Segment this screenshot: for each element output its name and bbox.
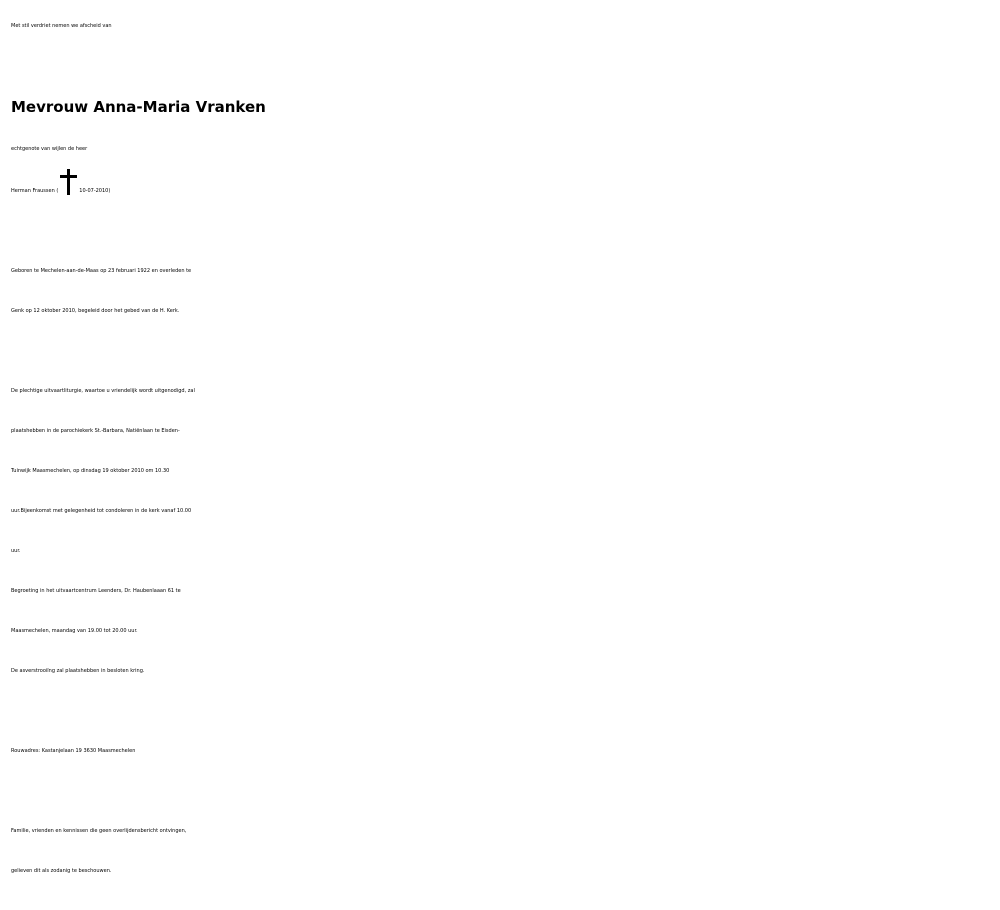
obituary-notice: [11, 6, 993, 891]
intro-text: Met stil verdriet nemen we afscheid van: [11, 23, 112, 29]
spouse-section: [11, 129, 993, 211]
closing-line: gelieven dit als zodanig te beschouwen.: [11, 868, 112, 874]
address-section: [11, 731, 993, 771]
closing-line: Familie, vrienden en kennissen die geen overlijdensbericht ontvingen,: [11, 828, 187, 834]
birth-death-line: Geboren te Mechelen-aan-de-Maas op 23 februari 1922 en overleden te: [11, 268, 192, 274]
ash-scattering-line: De asverstrooiïng zal plaatshebben in besloten kring.: [11, 668, 145, 674]
visitation-line: Begroeting in het uitvaartcentrum Leenders, Dr. Haubenlaaan 61 te: [11, 588, 181, 594]
deceased-name: Mevrouw Anna-Maria Vranken: [11, 98, 266, 116]
mourning-address: Rouwadres: Kastanjelaan 19 3630 Maasmechelen: [11, 748, 136, 754]
ceremony-line: plaatshebben in de parochiekerk St.-Barbara, Natiënlaan te Eisden-: [11, 428, 180, 434]
spouse-intro: echtgenote van wijlen de heer: [11, 146, 88, 152]
spouse-name: Herman Fraussen (: [11, 188, 59, 194]
birth-death-line: Genk op 12 oktober 2010, begeleid door het gebed van de H. Kerk.: [11, 308, 180, 314]
spouse-death-date: 10-07-2010): [79, 188, 111, 194]
birth-death-section: [11, 251, 993, 331]
visitation-line: Maasmechelen, maandag van 19.00 tot 20.00 uur.: [11, 628, 138, 634]
ceremony-line: uur.: [11, 548, 21, 554]
spouse-name-line: [11, 169, 993, 211]
closing-section: [11, 811, 993, 891]
cross-icon: [60, 169, 78, 195]
ceremony-line: De plechtige uitvaartliturgie, waartoe u vriendelijk wordt uitgenodigd, zal: [11, 388, 195, 394]
ceremony-section: [11, 371, 993, 691]
ceremony-line: uur.Bijeenkomst met gelegenheid tot condoleren in de kerk vanaf 10.00: [11, 508, 192, 514]
ceremony-line: Tuinwijk Maasmechelen, op dinsdag 19 oktober 2010 om 10.30: [11, 468, 170, 474]
